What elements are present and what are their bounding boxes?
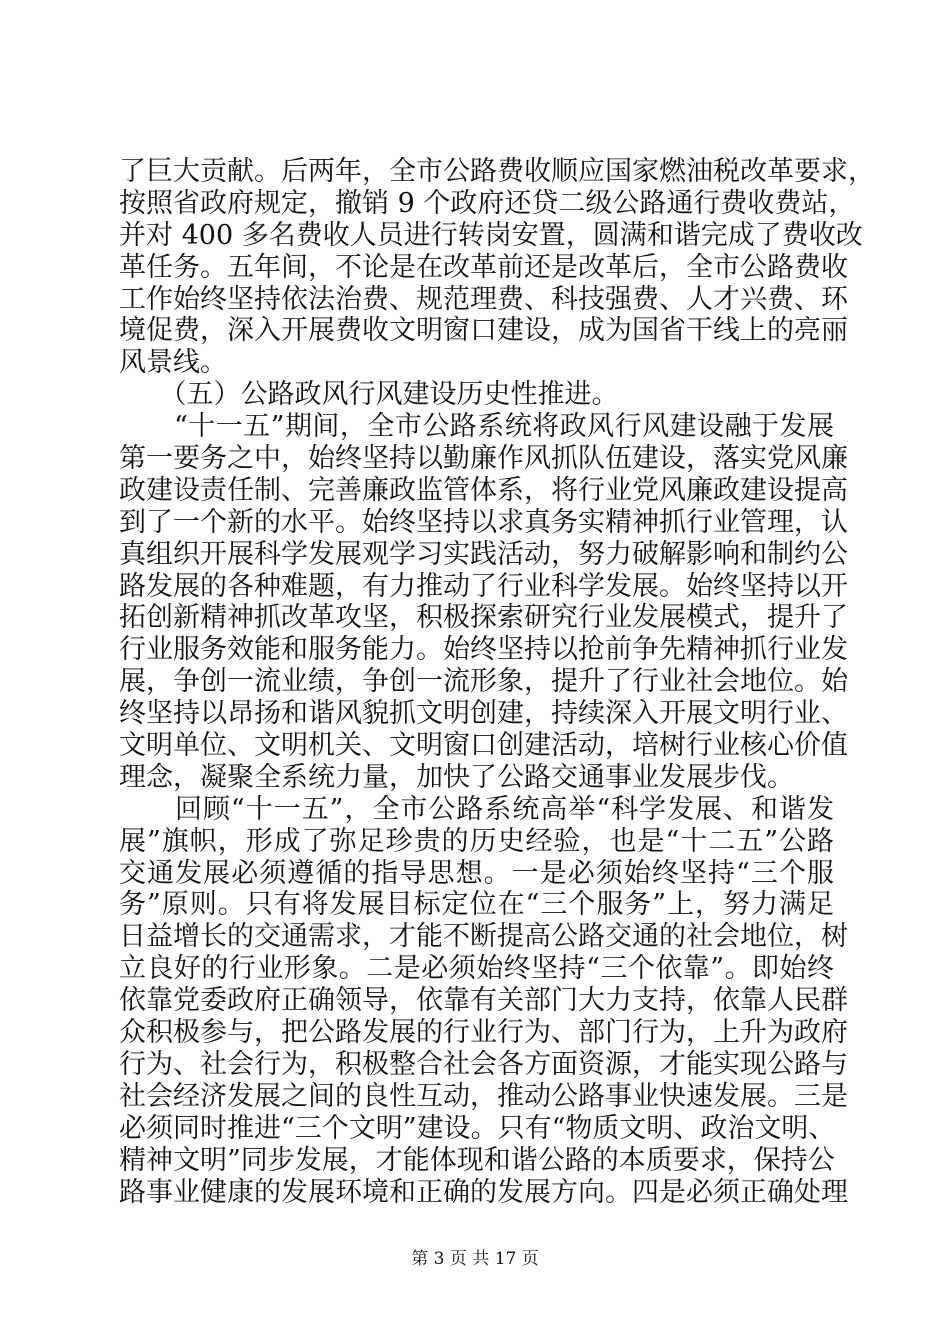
paragraph <box>119 411 848 794</box>
document-body <box>119 156 875 1208</box>
text-line: 务”原则。只有将发展目标定位在“三个服务”上，努力满足 <box>119 889 834 921</box>
text-line: 境促费，深入开展费收文明窗口建设，成为国省干线上的亮丽 <box>119 315 848 347</box>
text-line: 按照省政府规定，撤销 9 个政府还贷二级公路通行费收费站， <box>119 187 856 219</box>
text-line: 路发展的各种难题，有力推动了行业科学发展。始终坚持以开 <box>119 570 848 602</box>
text-line: 真组织开展科学发展观学习实践活动，努力破解影响和制约公 <box>119 538 848 570</box>
section-heading <box>119 379 834 411</box>
text-line: 立良好的行业形象。二是必须始终坚持“三个依靠”。即始终 <box>119 953 834 985</box>
text-line: 回顾“十一五”，全市公路系统高举“科学发展、和谐发 <box>119 793 834 825</box>
text-line: 政建设责任制、完善廉政监管体系，将行业党风廉政建设提高 <box>119 474 848 506</box>
paragraph <box>119 156 875 379</box>
text-line: 众积极参与，把公路发展的行业行为、部门行为，上升为政府 <box>119 1017 848 1049</box>
text-line: 精神文明”同步发展，才能体现和谐公路的本质要求，保持公 <box>119 1144 835 1176</box>
paragraph <box>119 793 848 1209</box>
text-line: 革任务。五年间，不论是在改革前还是改革后，全市公路费收 <box>119 251 848 283</box>
text-line: 行为、社会行为，积极整合社会各方面资源，才能实现公路与 <box>119 1048 848 1080</box>
text-line: 行业服务效能和服务能力。始终坚持以抢前争先精神抓行业发 <box>119 634 848 666</box>
text-line: 了巨大贡献。后两年，全市公路费收顺应国家燃油税改革要求， <box>119 156 875 187</box>
text-line: 并对 400 多名费收人员进行转岗安置，圆满和谐完成了费收改 <box>119 219 863 251</box>
text-line: 展，争创一流业绩，争创一流形象，提升了行业社会地位。始 <box>119 666 848 698</box>
text-line: 拓创新精神抓改革攻坚，积极探索研究行业发展模式，提升了 <box>119 602 848 634</box>
text-line: “十一五”期间，全市公路系统将政风行风建设融于发展 <box>119 411 834 443</box>
text-line: 文明单位、文明机关、文明窗口创建活动，培树行业核心价值 <box>119 730 848 762</box>
text-line: 终坚持以昂扬和谐风貌抓文明创建，持续深入开展文明行业、 <box>119 698 848 730</box>
text-line: （五）公路政风行风建设历史性推进。 <box>119 379 619 411</box>
text-line: 理念，凝聚全系统力量，加快了公路交通事业发展步伐。 <box>119 761 794 793</box>
text-line: 日益增长的交通需求，才能不断提高公路交通的社会地位，树 <box>119 921 848 953</box>
text-line: 风景线。 <box>119 347 227 379</box>
text-line: 必须同时推进“三个文明”建设。只有“物质文明、政治文明、 <box>119 1112 836 1144</box>
text-line: 交通发展必须遵循的指导思想。一是必须始终坚持“三个服 <box>119 857 834 889</box>
text-line: 工作始终坚持依法治费、规范理费、科技强费、人才兴费、环 <box>119 283 848 315</box>
page-number-label: 第 3 页 共 17 页 <box>411 1249 539 1269</box>
text-line: 依靠党委政府正确领导，依靠有关部门大力支持，依靠人民群 <box>119 985 848 1017</box>
text-line: 社会经济发展之间的良性互动，推动公路事业快速发展。三是 <box>119 1080 848 1112</box>
text-line: 第一要务之中，始终坚持以勤廉作风抓队伍建设，落实党风廉 <box>119 443 848 475</box>
text-line: 展”旗帜，形成了弥足珍贵的历史经验，也是“十二五”公路 <box>119 825 834 857</box>
text-line: 路事业健康的发展环境和正确的发展方向。四是必须正确处理 <box>119 1176 848 1208</box>
page-footer <box>0 1244 950 1269</box>
text-line: 到了一个新的水平。始终坚持以求真务实精神抓行业管理，认 <box>119 506 848 538</box>
